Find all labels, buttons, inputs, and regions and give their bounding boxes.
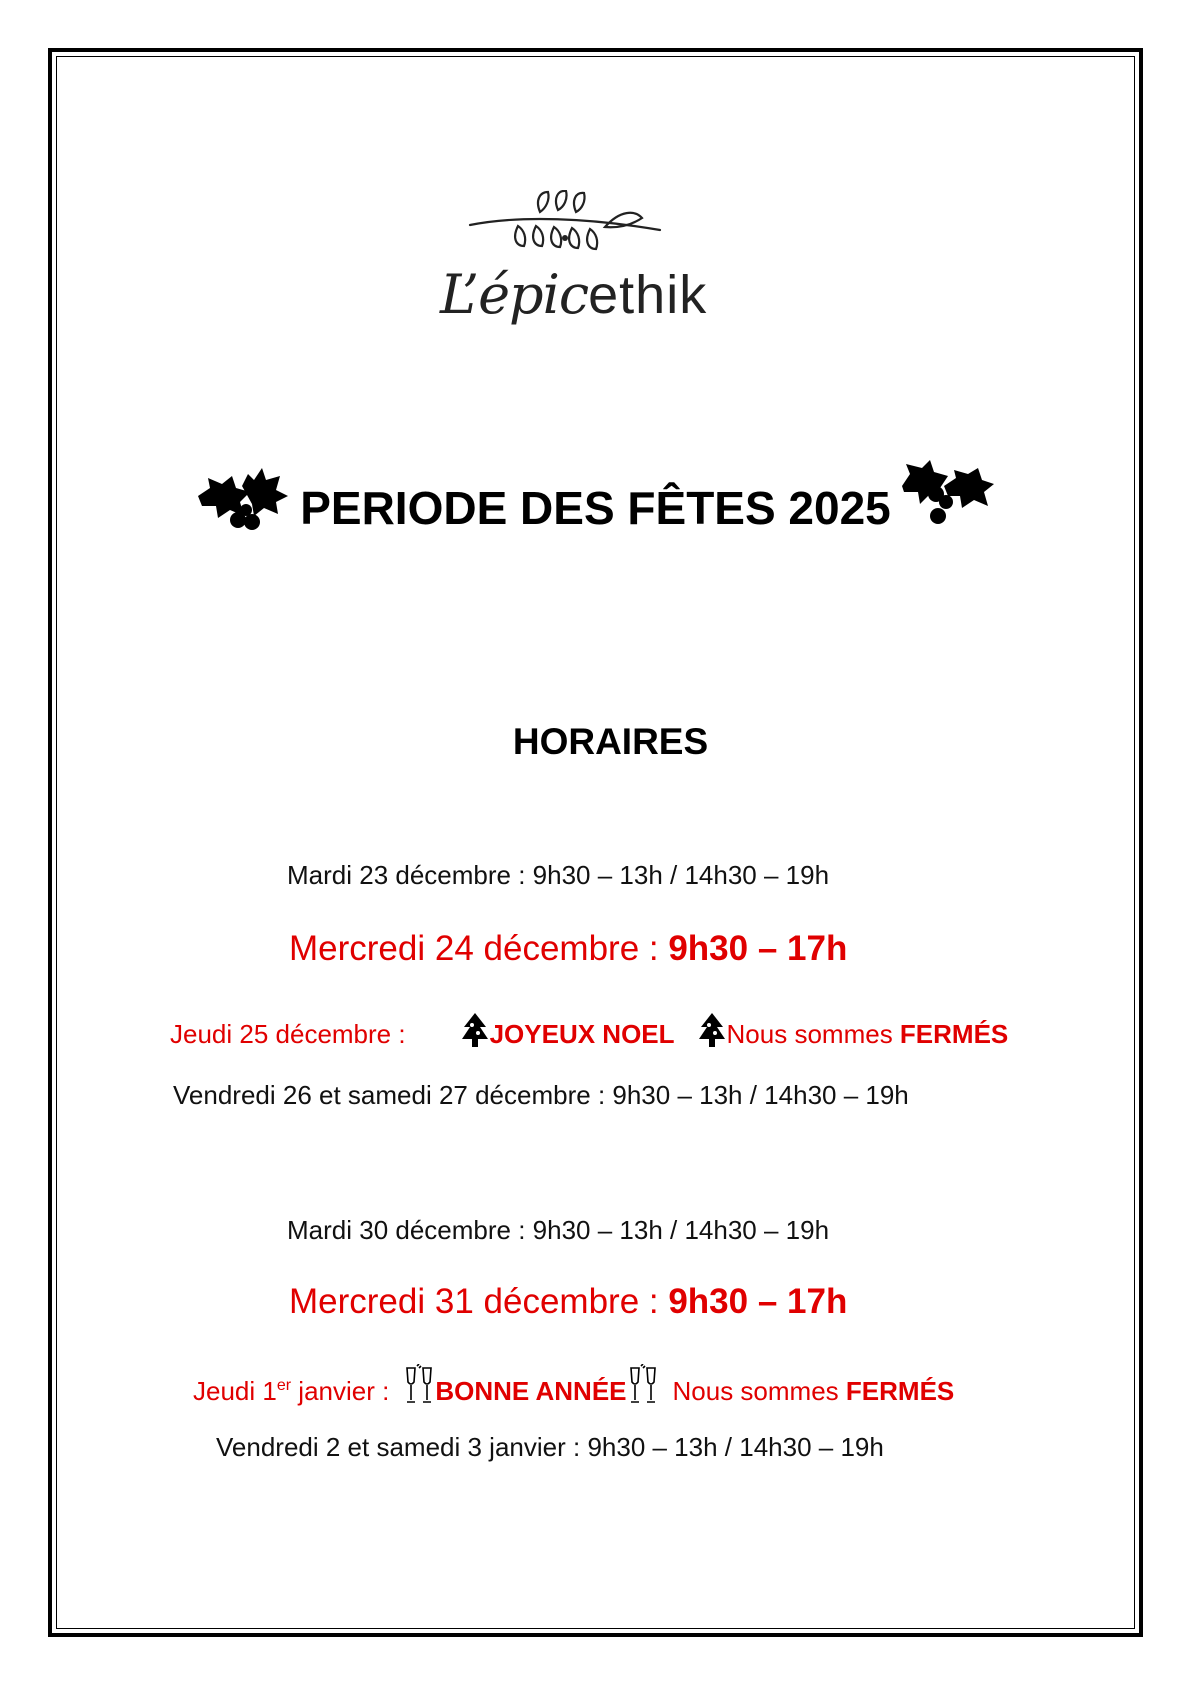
schedule-line-vendredi-2: Vendredi 2 et samedi 3 janvier : 9h30 – 13h / 14h30 – 19h bbox=[216, 1432, 884, 1462]
logo-plain-text: ethik bbox=[588, 265, 708, 325]
schedule-hours: 9h30 – 17h bbox=[668, 1282, 848, 1321]
schedule-line-mardi-30: Mardi 30 décembre : 9h30 – 13h / 14h30 – 19h bbox=[287, 1215, 830, 1245]
holly-icon bbox=[900, 460, 995, 530]
closed-prefix: Nous sommes bbox=[726, 1019, 900, 1049]
closed-word: FERMÉS bbox=[845, 1376, 955, 1406]
schedule-day-label: Jeudi 25 décembre : bbox=[170, 1019, 406, 1049]
schedule-hours: 9h30 – 17h bbox=[668, 929, 848, 968]
logo-wordmark bbox=[440, 263, 708, 326]
schedule-day-label: Mercredi 31 décembre : bbox=[289, 1282, 669, 1321]
schedule-line-mercredi-31 bbox=[289, 1281, 847, 1323]
christmas-greeting: JOYEUX NOEL bbox=[489, 1019, 675, 1049]
schedule-line-mercredi-24 bbox=[289, 928, 847, 970]
schedule-day-label-sup: er bbox=[276, 1377, 292, 1394]
christmas-tree-icon bbox=[460, 1011, 490, 1051]
christmas-tree-icon bbox=[697, 1011, 727, 1051]
page-title: PERIODE DES FÊTES 2025 bbox=[300, 482, 891, 534]
logo-script-text: L’épic bbox=[440, 263, 589, 326]
schedule-line-jeudi-25 bbox=[170, 1011, 1008, 1051]
schedule-line-vendredi-26: Vendredi 26 et samedi 27 décembre : 9h30 – 13h / 14h30 – 19h bbox=[173, 1080, 909, 1110]
schedule-line-mardi-23: Mardi 23 décembre : 9h30 – 13h / 14h30 – 19h bbox=[287, 860, 830, 890]
schedule-line-jeudi-1 bbox=[193, 1364, 954, 1408]
new-year-greeting: BONNE ANNÉE bbox=[435, 1376, 627, 1406]
schedule-day-label: Mercredi 24 décembre : bbox=[289, 929, 669, 968]
schedule-day-label-end: janvier : bbox=[291, 1376, 390, 1406]
hours-heading: HORAIRES bbox=[512, 721, 709, 762]
champagne-glasses-icon bbox=[627, 1364, 659, 1408]
closed-prefix: Nous sommes bbox=[672, 1376, 846, 1406]
closed-word: FERMÉS bbox=[899, 1019, 1009, 1049]
schedule-day-label-start: Jeudi 1 bbox=[193, 1376, 277, 1406]
champagne-glasses-icon bbox=[403, 1364, 435, 1408]
